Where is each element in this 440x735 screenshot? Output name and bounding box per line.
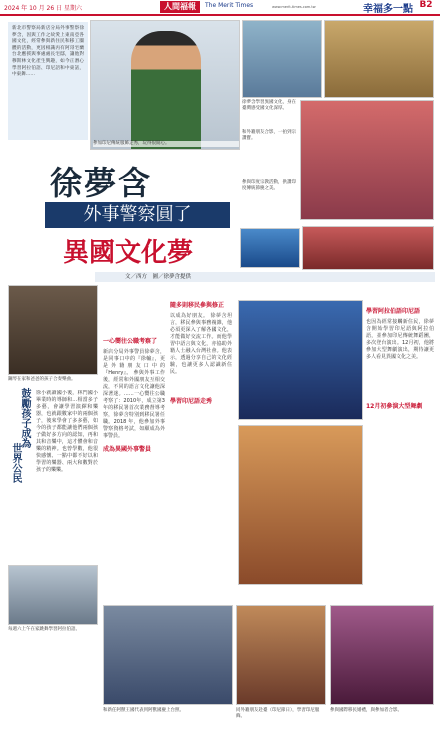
site-url: www.merit-times.com.tw <box>272 5 316 9</box>
byline: 文／西方 圖／徐夢含提供 <box>125 274 192 280</box>
photo-center-crowd <box>238 425 363 585</box>
title-block <box>45 150 235 268</box>
photo-group-1 <box>242 20 322 98</box>
caption-right-3: 參與印度宗教活動，供讚印度傳統節慶之美。 <box>242 180 296 191</box>
caption-bottom-3: 參與國際移民婚禮，與參加者合影。 <box>330 708 402 713</box>
body-col-far: 也因為經常接觸新住民，徐夢含開始學習印尼語與阿拉伯語，並參加印尼傳統舞蹈團，多次登台演出。12月初，他將參加大型舞劇演出，期待讓更多人看見異國文化之美。 <box>366 319 434 360</box>
vertical-heading <box>8 388 32 568</box>
middle-col <box>103 286 165 602</box>
photo-group-2 <box>324 20 434 98</box>
issue-date: 2024 年 10 月 26 日 星期六 <box>4 5 82 12</box>
right-text-col <box>170 286 232 602</box>
intro-box <box>8 22 88 140</box>
subhead-6: 12月初參演大型舞劇 <box>366 403 423 410</box>
subhead-4: 學習印尼語走秀 <box>170 398 213 405</box>
photo-center-stage <box>238 300 363 420</box>
portrait-figure <box>131 31 201 150</box>
title-line2-text: 外事警察圓了 <box>83 204 192 225</box>
newspaper-logo: 人間福報 <box>160 1 200 13</box>
photo-bottom-2 <box>236 605 326 705</box>
title-line3: 異國文化夢 <box>63 238 194 268</box>
caption-bottom-2: 同外籍朋友赴臺（印尼節日），學習印尼服飾。 <box>236 708 320 719</box>
photo-bottom-1 <box>103 605 233 705</box>
body-col-right: 以成為好朋友。 徐夢含坦言，移民參與事務複雜，他必須更深入了解各國文化，才能做好交流工作。而他學習中語言與文化，亦協助外籍人士融入台灣社會。他表示，透過分享自己的文化經驗，也讓更多人認識新住民。 <box>170 313 232 375</box>
page-number: B2 <box>419 0 433 10</box>
title-line2 <box>45 202 230 228</box>
photo-piano <box>8 285 98 375</box>
far-right-col <box>366 286 434 602</box>
photo-group-3 <box>300 100 434 220</box>
body-col-left: 徐小就讀國小後，林門國小畢業時的導師和…相當多子多藝，會讓學習演繹和樂器，也就跟數家中的兩個孩子，後來學會了多多藝，如今的孩子都能讓他們兩個孩子做好多方向的認知，再和其和音樂中，這才體會和音樂的精神。也曾學數，他很快感懷、一點中都不好以和學習的樂器、兩大和數對於孩子的樂樂。 <box>36 390 98 473</box>
byline-bar <box>95 272 435 282</box>
main-portrait <box>90 20 240 150</box>
subhead-5: 學習阿拉伯語印尼語 <box>366 308 421 315</box>
photo-bottom-3 <box>330 605 434 705</box>
subhead-1: 一心嚮往公職考察了 <box>103 338 158 345</box>
title-name: 徐夢含 <box>50 164 153 202</box>
portrait-caption: 參加印尼傳統服飾走秀，玩得很開心。 <box>93 141 239 147</box>
caption-right-2: 和外籍朋友合影，一拍到宗讚寶。 <box>242 130 296 141</box>
photo-dance <box>8 565 98 625</box>
photo-right-group <box>302 226 434 270</box>
caption-dance: 每週六上午在家跳舞學習阿拉伯語。 <box>8 627 80 632</box>
vertical-line-2: 世界公民 <box>10 443 21 483</box>
photo-right-performers <box>240 228 300 268</box>
subhead-3: 隨多則移民參與修正 <box>170 302 225 309</box>
vertical-line-1: 鼓勵孩子成為 <box>19 388 30 448</box>
page-header <box>0 0 440 16</box>
subhead-2: 成為異國外事警員 <box>103 446 152 453</box>
intro-text: 新北市警察局新店分局外事警察徐夢含，因與工作之故愛上東南亞各國文化，經常參與新住民和移工團體的活動，更因相識丙有阿哥宅蘭台北應援與事處處長宅邸，讓他對穆斯林文化產生興趣，如今正潛心學習阿拉伯語、印尼語和中東話，中東舞…… <box>12 26 84 78</box>
section-title: 幸福多一點 <box>363 4 413 15</box>
caption-piano: 鋼琴在家和爸爸的孩子合奏樂曲。 <box>8 377 76 382</box>
caption-right-1: 徐夢含學習異國文化，身在臺灣感受國文化深厚。 <box>242 100 296 111</box>
caption-bottom-1: 和新任阿獸王國代表到阿獸國慶上台照。 <box>103 708 184 713</box>
english-title: The Merit Times <box>205 2 254 9</box>
body-col-mid: 新店分局外事警員徐夢含，是同事口中的『徐輸』，更是外籍朋友口中的『Henry』。 參與外事工作後，經常和外國朋友互相交流，不同的語言文化讓他深深著迷。……一心嚮往公職考察了：2010年，成立第3年的移民署首次業務督導考察，徐夢含特別到移民署任職。2018 年，他參加外事警察資格考試，如願成為外事警員。 <box>103 349 165 439</box>
